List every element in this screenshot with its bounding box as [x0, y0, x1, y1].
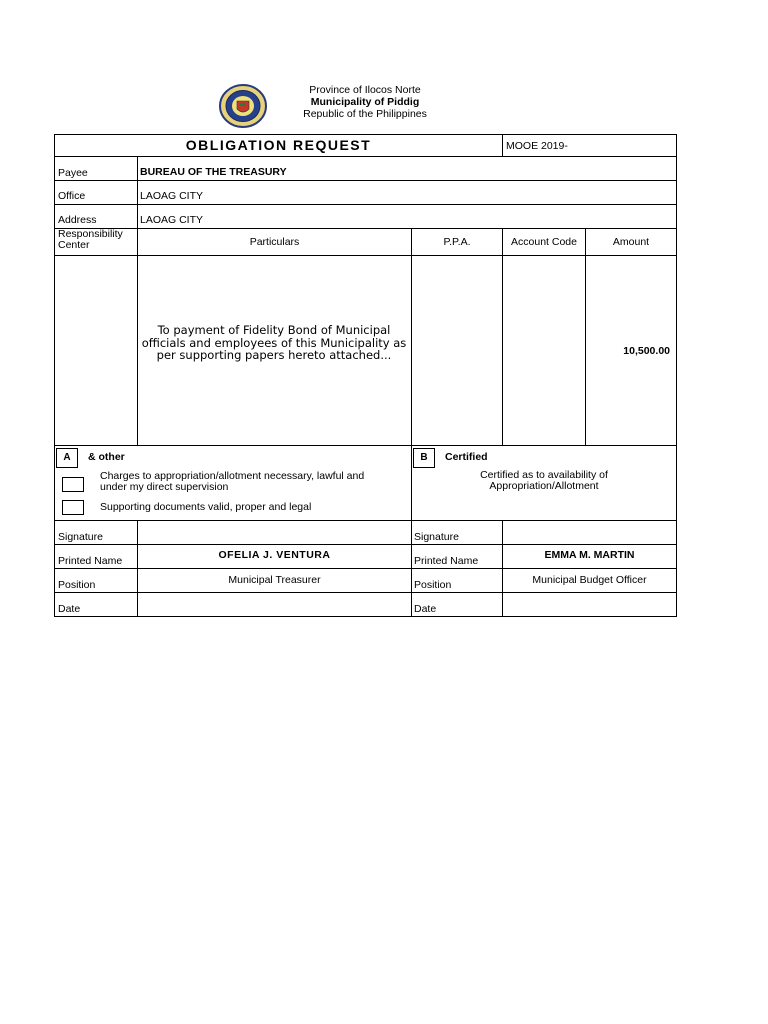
republic-text: Republic of the Philippines: [303, 108, 427, 120]
amount-value: 10,500.00: [623, 345, 670, 357]
signature-label-b: Signature: [414, 531, 459, 543]
amount-header: Amount: [612, 236, 650, 248]
office-value: LAOAG CITY: [140, 190, 204, 202]
checkbox-documents[interactable]: [62, 500, 84, 515]
certified-availability-text: Certified as to availability of Appropriation/Allotment: [480, 469, 608, 492]
position-b: Municipal Budget Officer: [532, 574, 647, 586]
address-value: LAOAG CITY: [140, 214, 204, 226]
office-label: Office: [58, 190, 86, 202]
particulars-header: Particulars: [249, 236, 300, 248]
obr-number: MOOE 2019-: [506, 140, 568, 152]
account-code-header: Account Code: [511, 236, 577, 248]
section-b-letter: B: [413, 448, 435, 468]
section-a-heading: & other: [88, 451, 125, 463]
ppa-header: P.P.A.: [443, 236, 471, 248]
province-text: Province of Ilocos Norte: [309, 84, 421, 96]
date-label-a: Date: [58, 603, 81, 615]
section-b-heading: Certified: [445, 451, 488, 463]
address-label: Address: [58, 214, 97, 226]
responsibility-center-header: Responsibility Center: [58, 228, 123, 251]
printed-name-label-b: Printed Name: [414, 555, 479, 567]
position-a: Municipal Treasurer: [228, 574, 321, 586]
section-a-letter: A: [56, 448, 78, 468]
printed-name-b: EMMA M. MARTIN: [544, 549, 635, 561]
checkbox-charges[interactable]: [62, 477, 84, 492]
position-label-a: Position: [58, 579, 96, 591]
form-title: OBLIGATION REQUEST: [185, 137, 372, 153]
municipality-text: Municipality of Piddig: [310, 96, 420, 108]
printed-name-label-a: Printed Name: [58, 555, 123, 567]
payee-value: BUREAU OF THE TREASURY: [140, 166, 287, 178]
date-label-b: Date: [414, 603, 437, 615]
printed-name-a: OFELIA J. VENTURA: [218, 549, 331, 561]
signature-label-a: Signature: [58, 531, 103, 543]
charges-statement: Charges to appropriation/allotment necessary, lawful and under my direct supervision: [100, 470, 365, 493]
payee-label: Payee: [58, 167, 88, 179]
particulars-text: To payment of Fidelity Bond of Municipal officials and employees of this Municipality as per supporting papers hereto attached...: [141, 323, 407, 362]
position-label-b: Position: [414, 579, 452, 591]
documents-statement: Supporting documents valid, proper and legal: [100, 501, 312, 513]
